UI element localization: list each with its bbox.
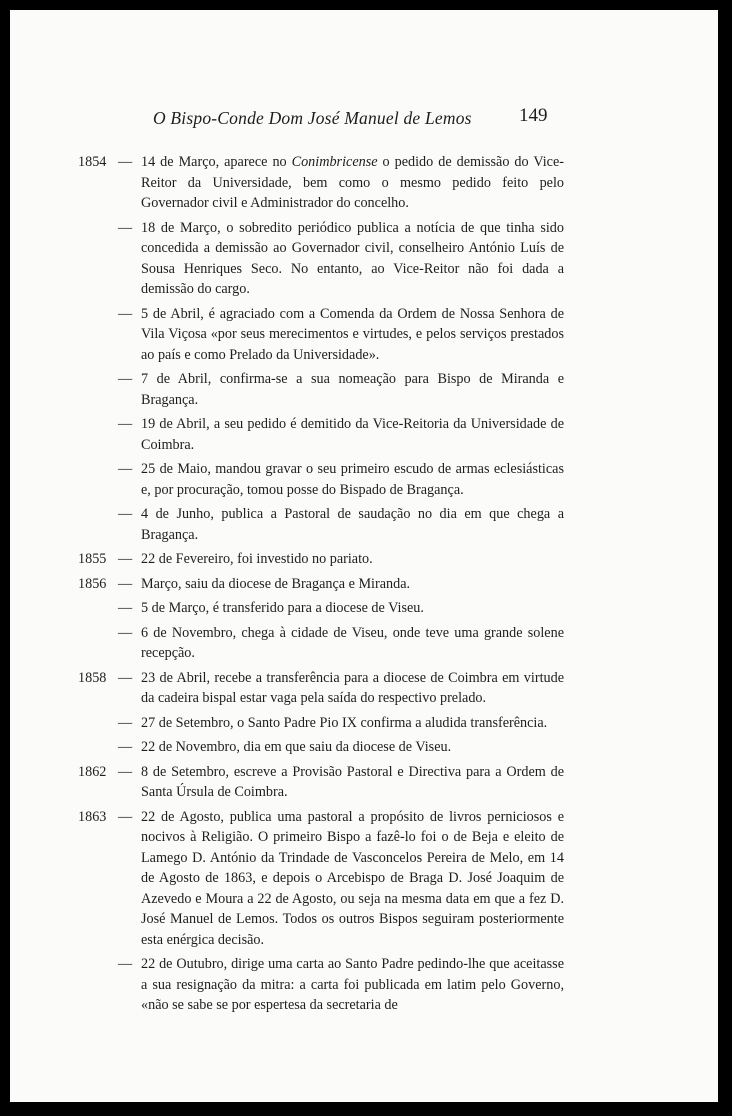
entry-text: 23 de Abril, recebe a transferência para a diocese de Coimbra em virtude da cadeira bispal estar vaga pela saída do respectivo prelado. <box>141 669 564 706</box>
entry-text: 4 de Junho, publica a Pastoral de saudação no dia em que chega a Bragança. <box>141 506 564 543</box>
chronology-entry <box>78 807 564 951</box>
entry-dash: — <box>118 506 133 522</box>
entry-text: 7 de Abril, confirma-se a sua nomeação para Bispo de Miranda e Bragança. <box>141 371 564 408</box>
entry-text: 8 de Setembro, escreve a Provisão Pastoral e Directiva para a Ordem de Santa Úrsula de Coimbra. <box>141 763 564 800</box>
entry-year: 1863 <box>78 808 107 825</box>
chronology-entry <box>78 668 564 709</box>
chronology-entry <box>78 623 564 664</box>
entry-dash: — <box>118 305 133 322</box>
entry-dash: — <box>118 763 133 780</box>
entry-text: 19 de Abril, a seu pedido é demitido da Vice-Reitoria da Universidade de Coimbra. <box>141 416 564 453</box>
chronology-entry <box>78 737 564 758</box>
entry-text: 6 de Novembro, chega à cidade de Viseu, onde teve uma grande solene recepção. <box>141 624 564 661</box>
chronology-entry <box>78 713 564 734</box>
chronology-entry <box>78 304 564 366</box>
newspaper-title: Conimbricense <box>291 154 378 170</box>
chronology-list <box>78 152 564 1016</box>
page-number: 149 <box>519 105 548 126</box>
entry-dash: — <box>118 551 133 567</box>
entry-text: 5 de Março, é transferido para a diocese de Viseu. <box>141 600 424 616</box>
entry-dash: — <box>118 624 133 641</box>
chronology-entry <box>78 459 564 500</box>
entry-text: 22 de Fevereiro, foi investido no pariato. <box>141 551 373 567</box>
entry-year: 1862 <box>78 763 107 780</box>
entry-dash: — <box>118 600 133 616</box>
entry-dash: — <box>118 808 133 825</box>
entry-text-part: o pedido de demissão do Vice-Reitor da Universidade, bem como o mesmo pedido feito pelo Governador civil e Administrador do concelho. <box>141 154 564 211</box>
entry-text-part: 14 de Março, aparece no <box>141 154 292 170</box>
entry-year: 1854 <box>78 154 107 170</box>
entry-dash: — <box>118 739 133 755</box>
running-header-title: O Bispo-Conde Dom José Manuel de Lemos <box>153 108 472 128</box>
chronology-entry <box>78 504 564 545</box>
entry-year: 1856 <box>78 575 107 592</box>
entry-year: 1855 <box>78 551 107 567</box>
chronology-entry <box>78 152 564 214</box>
chronology-entry <box>78 414 564 455</box>
entry-year: 1858 <box>78 669 107 686</box>
chronology-entry <box>78 598 564 619</box>
entry-text: 22 de Agosto, publica uma pastoral a propósito de livros perniciosos e nocivos à Religião. O primeiro Bispo a fazê-lo foi o de Beja e eleito de Lamego D. António da Trindade de Vasconcelos Pereira de Melo, em 14 de Agosto de 1863, e depois o Arcebispo de Braga D. José Joaquim de Azevedo e Moura a 22 de Agosto, ou seja na mesma data em que a fez D. José Manuel de Lemos. Todos os outros Bispos seguiram posteriormente esta enérgica decisão. <box>141 808 564 948</box>
book-page <box>10 10 718 1102</box>
entry-dash: — <box>118 669 133 686</box>
entry-text: 27 de Setembro, o Santo Padre Pio IX confirma a aludida transferência. <box>141 714 548 731</box>
entry-text: 18 de Março, o sobredito periódico publica a notícia de que tinha sido concedida a demissão ao Governador civil, conselheiro António Luís de Sousa Henriques Seco. No entanto, ao Vice-Reitor não foi dada a demissão do cargo. <box>141 219 564 297</box>
entry-dash: — <box>118 575 133 592</box>
entry-dash: — <box>118 219 133 236</box>
entry-dash: — <box>118 154 133 170</box>
entry-dash: — <box>118 461 133 477</box>
chronology-entry <box>78 549 564 570</box>
chronology-entry <box>78 574 564 595</box>
entry-text: 25 de Maio, mandou gravar o seu primeiro escudo de armas eclesiásticas e, por procuração, tomou posse do Bispado de Bragança. <box>141 461 564 498</box>
chronology-entry <box>78 762 564 803</box>
chronology-entry <box>78 218 564 300</box>
entry-text: Março, saiu da diocese de Bragança e Miranda. <box>141 575 411 592</box>
chronology-entry <box>78 369 564 410</box>
entry-dash: — <box>118 416 133 432</box>
entry-text <box>141 152 564 214</box>
entry-dash: — <box>118 956 133 972</box>
entry-dash: — <box>118 714 133 731</box>
entry-dash: — <box>118 371 133 387</box>
entry-text: 22 de Outubro, dirige uma carta ao Santo Padre pedindo-lhe que aceitasse a sua resignação da mitra: a carta foi publicada em latim pelo Governo, «não se sabe se por espertesa da secretaria de <box>141 956 564 1013</box>
chronology-entry <box>78 954 564 1016</box>
entry-text: 5 de Abril, é agraciado com a Comenda da Ordem de Nossa Senhora de Vila Viçosa «por seus merecimentos e virtudes, e pelos serviços prestados ao país e como Prelado da Universidade». <box>141 305 564 363</box>
entry-text: 22 de Novembro, dia em que saiu da diocese de Viseu. <box>141 739 452 755</box>
